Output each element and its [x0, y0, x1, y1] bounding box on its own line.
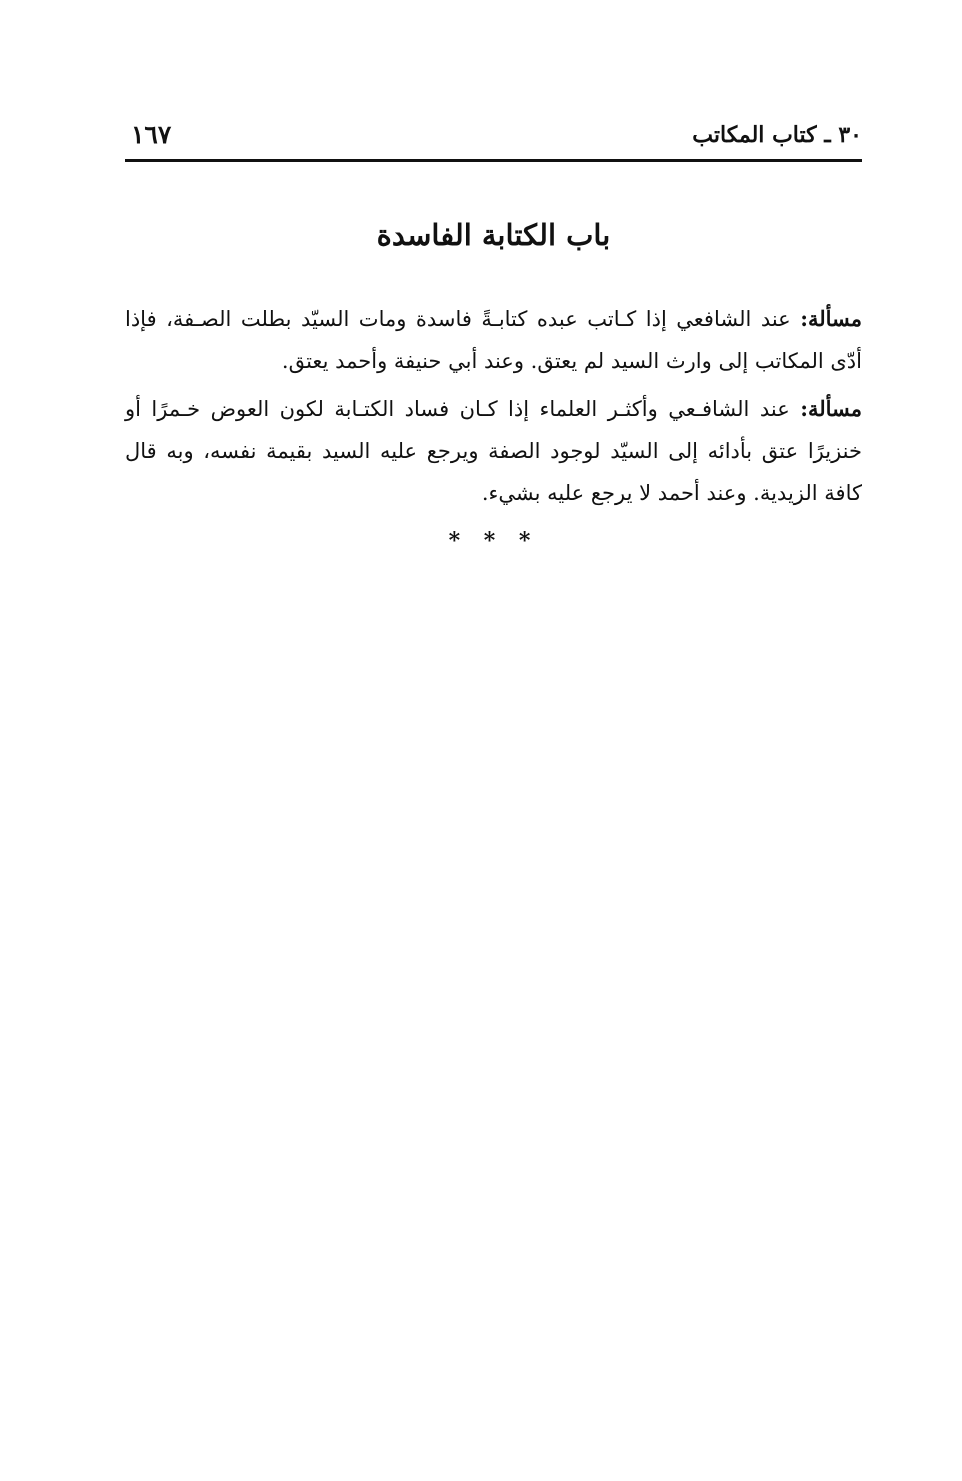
page-header: [125, 118, 862, 158]
body-text: [125, 298, 862, 562]
paragraph: [125, 298, 862, 382]
chapter-title: ٣٠ ـ كتاب المكاتب: [692, 122, 862, 148]
section-separator: * * *: [448, 528, 539, 554]
paragraph: [125, 388, 862, 514]
paragraph-label: مسألة:: [800, 306, 862, 331]
paragraph-label: مسألة:: [800, 396, 862, 421]
page-number: ١٦٧: [131, 120, 172, 149]
header-rule: [125, 159, 862, 162]
paragraph-text: عند الشافـعي وأكثـر العلماء إذا كـان فساد الكتـابة لكون العوض خـمرًا أو خنزيرًا عتق بأدائه إلى السيّد لوجود الصفة ويرجع عليه السيد بقيمة نفسه، وبه قال كافة الزيدية. وعند أحمد لا يرجع عليه بشيء.: [125, 397, 862, 505]
section-title: باب الكتابة الفاسدة: [376, 218, 611, 252]
paragraph-text: عند الشافعي إذا كـاتب عبده كتابـةً فاسدة ومات السيّد بطلت الصـفة، فإذا أدّى المكاتب إلى وارث السيد لم يعتق. وعند أبي حنيفة وأحمد يعتق.: [125, 307, 862, 373]
